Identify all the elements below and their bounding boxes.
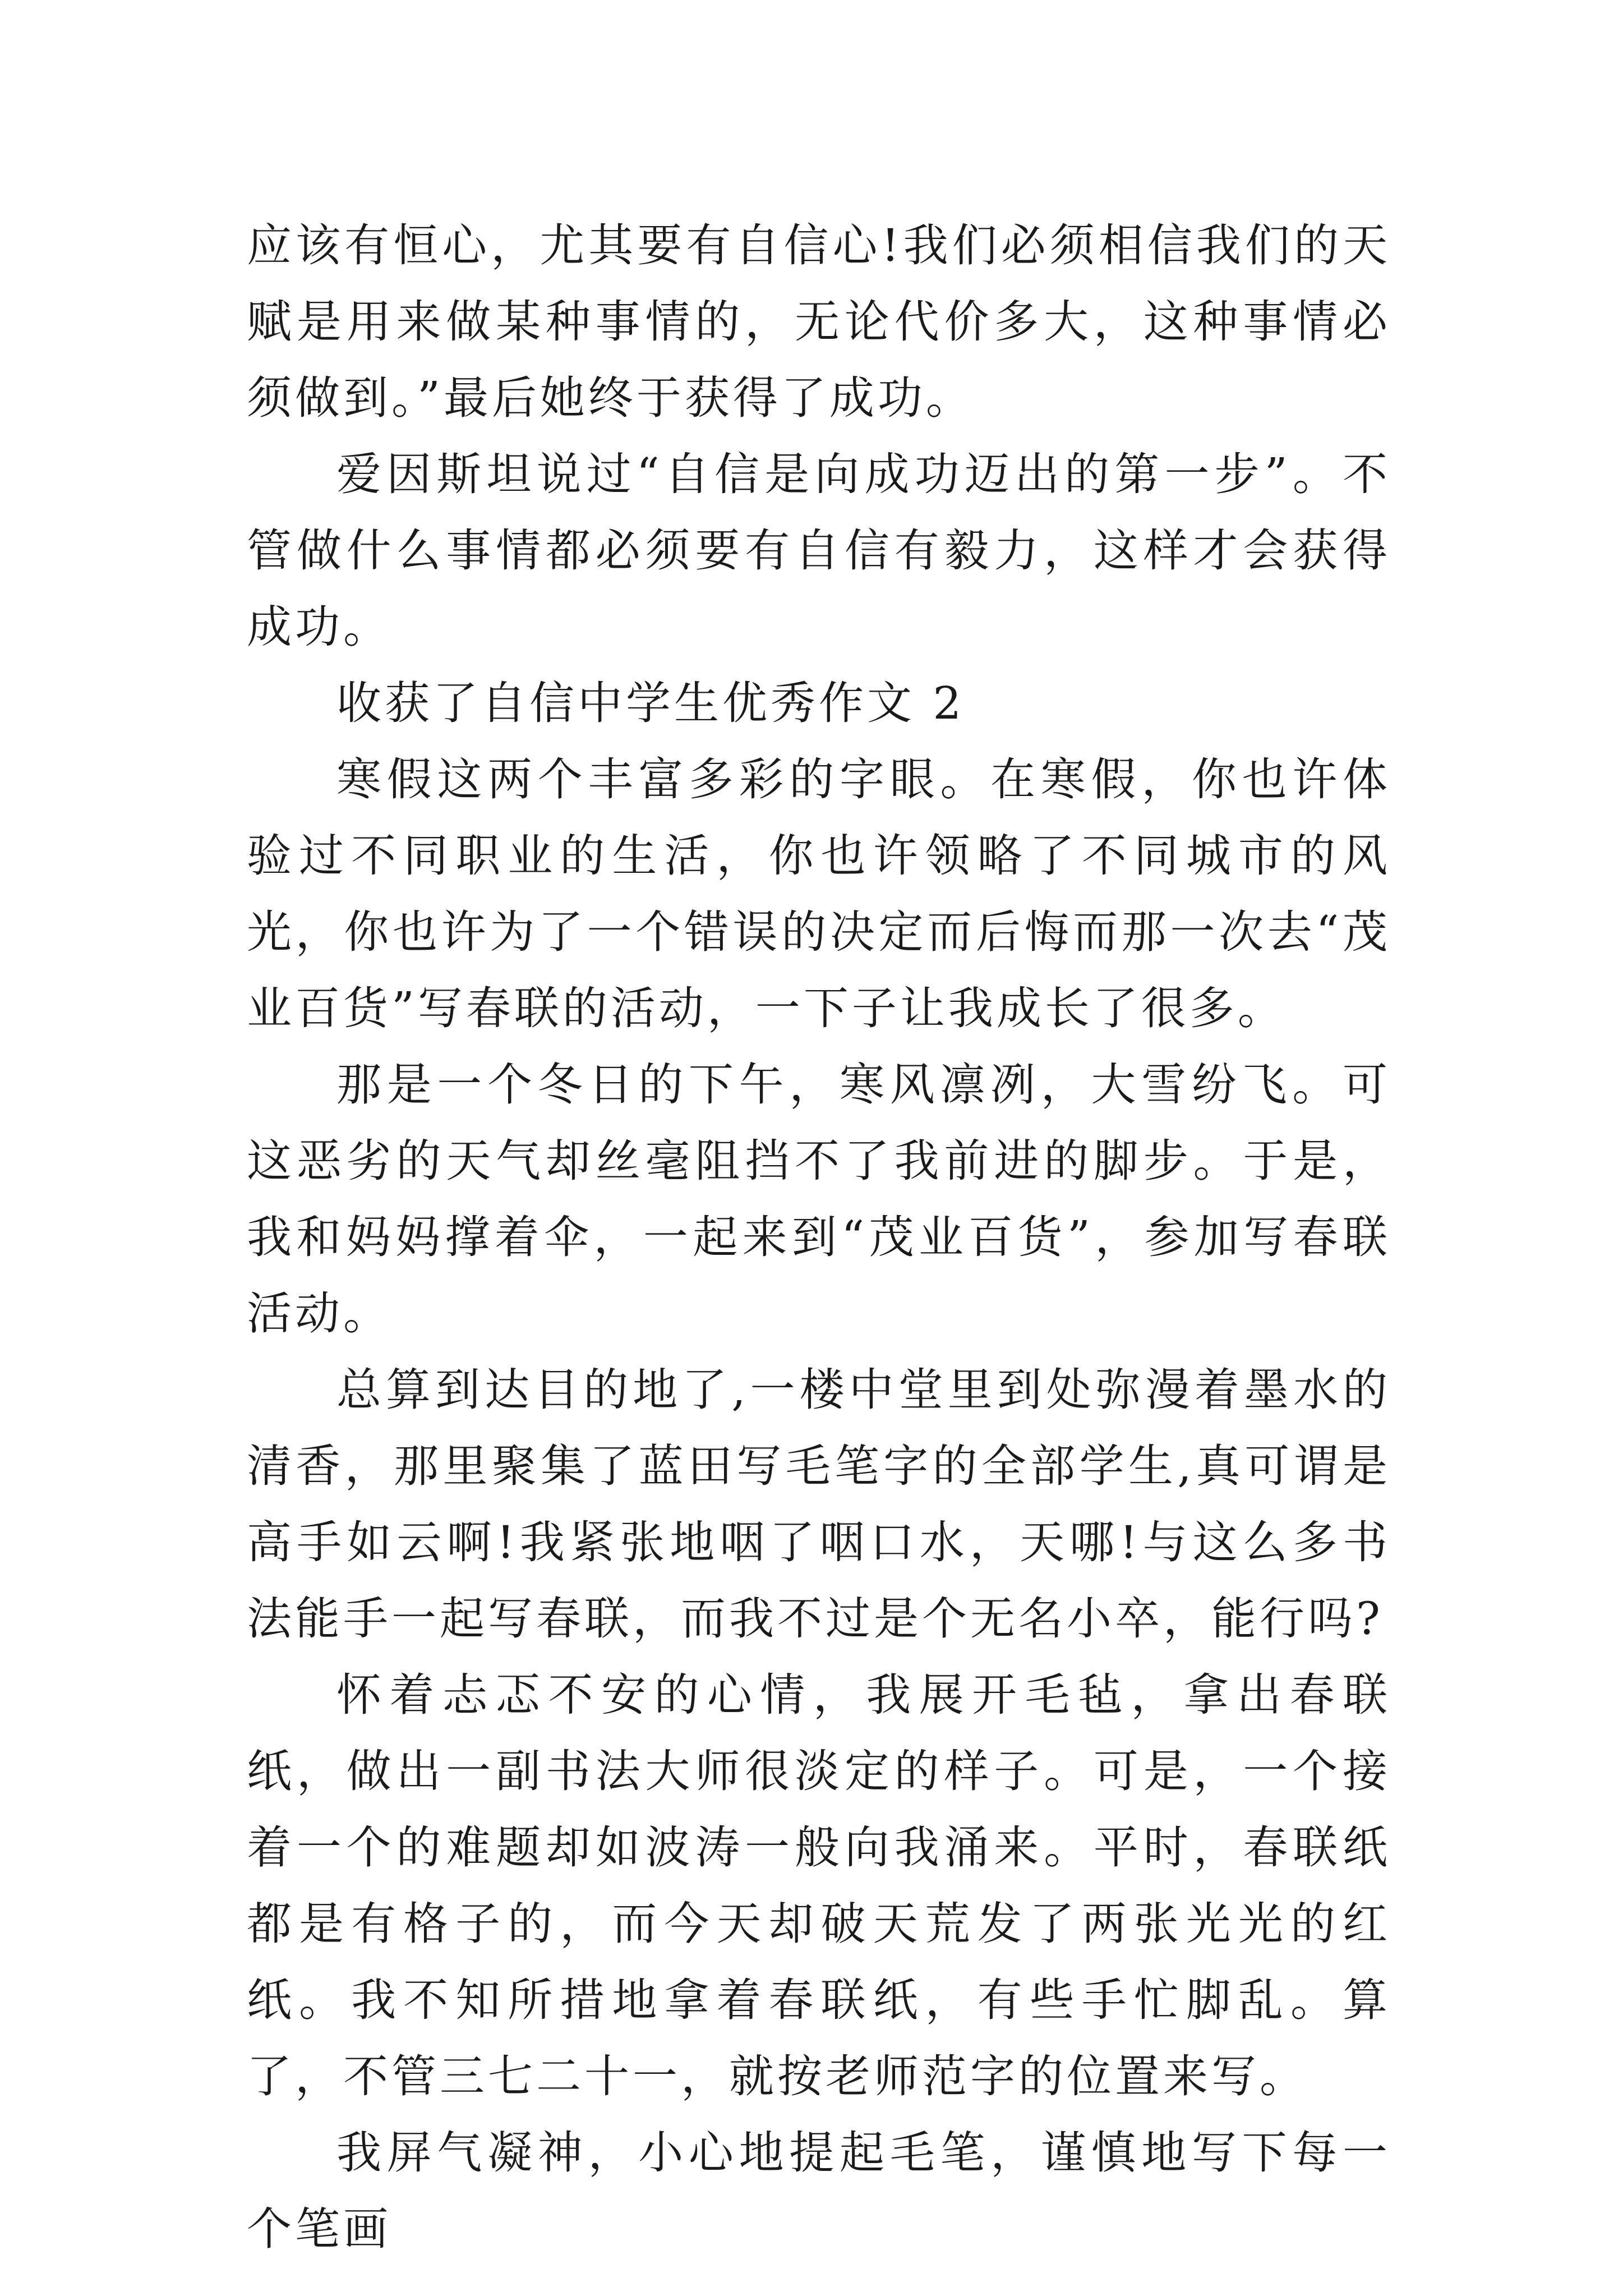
document-body <box>247 208 1391 2267</box>
paragraph: 爱因斯坦说过“自信是向成功迈出的第一步”。不管做什么事情都必须要有自信有毅力，这样才会获得成功。 <box>247 448 1391 653</box>
paragraph: 应该有恒心，尤其要有自信心!我们必须相信我们的天赋是用来做某种事情的，无论代价多大，这种事情必须做到。”最后她终于获得了成功。 <box>247 219 1391 424</box>
paragraph: 总算到达目的地了,一楼中堂里到处弥漫着墨水的清香，那里聚集了蓝田写毛笔字的全部学生,真可谓是高手如云啊!我紧张地咽了咽口水，天哪!与这么多书法能手一起写春联，而我不过是个无名小卒，能行吗? <box>247 1364 1391 1645</box>
paragraph: 那是一个冬日的下午，寒风凛冽，大雪纷飞。可这恶劣的天气却丝毫阻挡不了我前进的脚步。于是，我和妈妈撑着伞，一起来到“茂业百货”，参加写春联活动。 <box>247 1059 1391 1340</box>
paragraph: 怀着忐忑不安的心情，我展开毛毡，拿出春联纸，做出一副书法大师很淡定的样子。可是，一个接着一个的难题却如波涛一般向我涌来。平时，春联纸都是有格子的，而今天却破天荒发了两张光光的红纸。我不知所措地拿着春联纸，有些手忙脚乱。算了，不管三七二十一，就按老师范字的位置来写。 <box>247 1669 1391 2102</box>
paragraph: 寒假这两个丰富多彩的字眼。在寒假，你也许体验过不同职业的生活，你也许领略了不同城市的风光，你也许为了一个错误的决定而后悔而那一次去“茂业百货”写春联的活动，一下子让我成长了很多。 <box>247 753 1391 1034</box>
paragraph: 我屏气凝神，小心地提起毛笔，谨慎地写下每一个笔画 <box>247 2127 1391 2255</box>
section-heading: 收获了自信中学生优秀作文 2 <box>336 677 965 729</box>
